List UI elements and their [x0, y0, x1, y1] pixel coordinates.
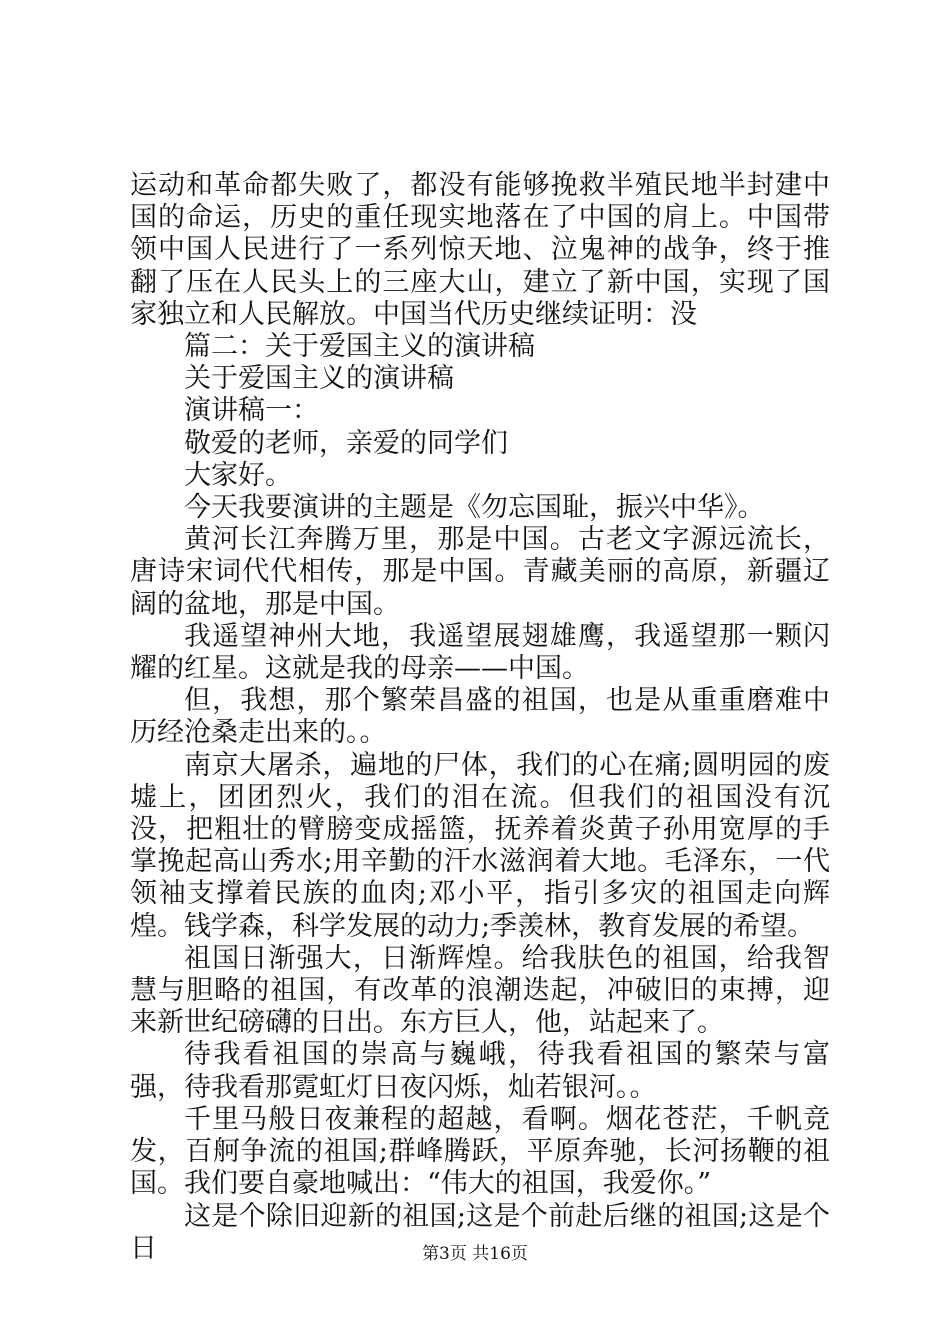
paragraph-10: 但，我想，那个繁荣昌盛的祖国，也是从重重磨难中历经沧桑走出来的。。: [130, 685, 830, 749]
paragraph-9: 我遥望神州大地，我遥望展翅雄鹰，我遥望那一颗闪耀的红星。这就是我的母亲——中国。: [130, 620, 830, 685]
paragraph-14: 千里马般日夜兼程的超越，看啊。烟花苍茫，千帆竞发，百舸争流的祖国;群峰腾跃，平原奔驰，长河扬鞭的祖国。我们要自豪地喊出：“伟大的祖国，我爱你。”: [130, 1103, 830, 1200]
document-body: [130, 170, 830, 1265]
paragraph-15: 这是个除旧迎新的祖国;这是个前赴后继的祖国;这是个日: [130, 1200, 830, 1264]
paragraph-8: 黄河长江奔腾万里，那是中国。古老文字源远流长，唐诗宋词代代相传，那是中国。青藏美丽的高原，新疆辽阔的盆地，那是中国。: [130, 524, 830, 620]
page-number-label: 第3页 共16页: [422, 1244, 528, 1264]
paragraph-2: 篇二：关于爱国主义的演讲稿: [184, 331, 535, 363]
paragraph-3: 关于爱国主义的演讲稿: [184, 363, 454, 395]
paragraph-1: 运动和革命都失败了，都没有能够挽救半殖民地半封建中国的命运，历史的重任现实地落在了中国的肩上。中国带领中国人民进行了一系列惊天地、泣鬼神的战争，终于推翻了压在人民头上的三座大山，建立了新中国，实现了国家独立和人民解放。中国当代历史继续证明：没: [130, 170, 830, 330]
paragraph-11: 南京大屠杀，遍地的尸体，我们的心在痛;圆明园的废墟上，团团烈火，我们的泪在流。但我们的祖国没有沉没，把粗壮的臂膀变成摇篮，抚养着炎黄子孙用宽厚的手掌挽起高山秀水;用辛勤的汗水滋润着大地。毛泽东，一代领袖支撑着民族的血肉;邓小平，指引多灾的祖国走向辉煌。钱学森，科学发展的动力;季羡林，教育发展的希望。: [130, 749, 830, 942]
paragraph-13: 待我看祖国的崇高与巍峨，待我看祖国的繁荣与富强，待我看那霓虹灯日夜闪烁，灿若银河。。: [130, 1039, 830, 1103]
paragraph-5: 敬爱的老师，亲爱的同学们: [184, 427, 508, 459]
paragraph-7: 今天我要演讲的主题是《勿忘国耻，振兴中华》。: [184, 492, 765, 524]
paragraph-12: 祖国日渐强大，日渐辉煌。给我肤色的祖国，给我智慧与胆略的祖国，有改革的浪潮迭起，冲破旧的束搏，迎来新世纪磅礴的日出。东方巨人，他，站起来了。: [130, 942, 830, 1039]
page-footer: [0, 1244, 950, 1264]
paragraph-6: 大家好。: [184, 459, 292, 491]
paragraph-4: 演讲稿一：: [184, 395, 319, 427]
